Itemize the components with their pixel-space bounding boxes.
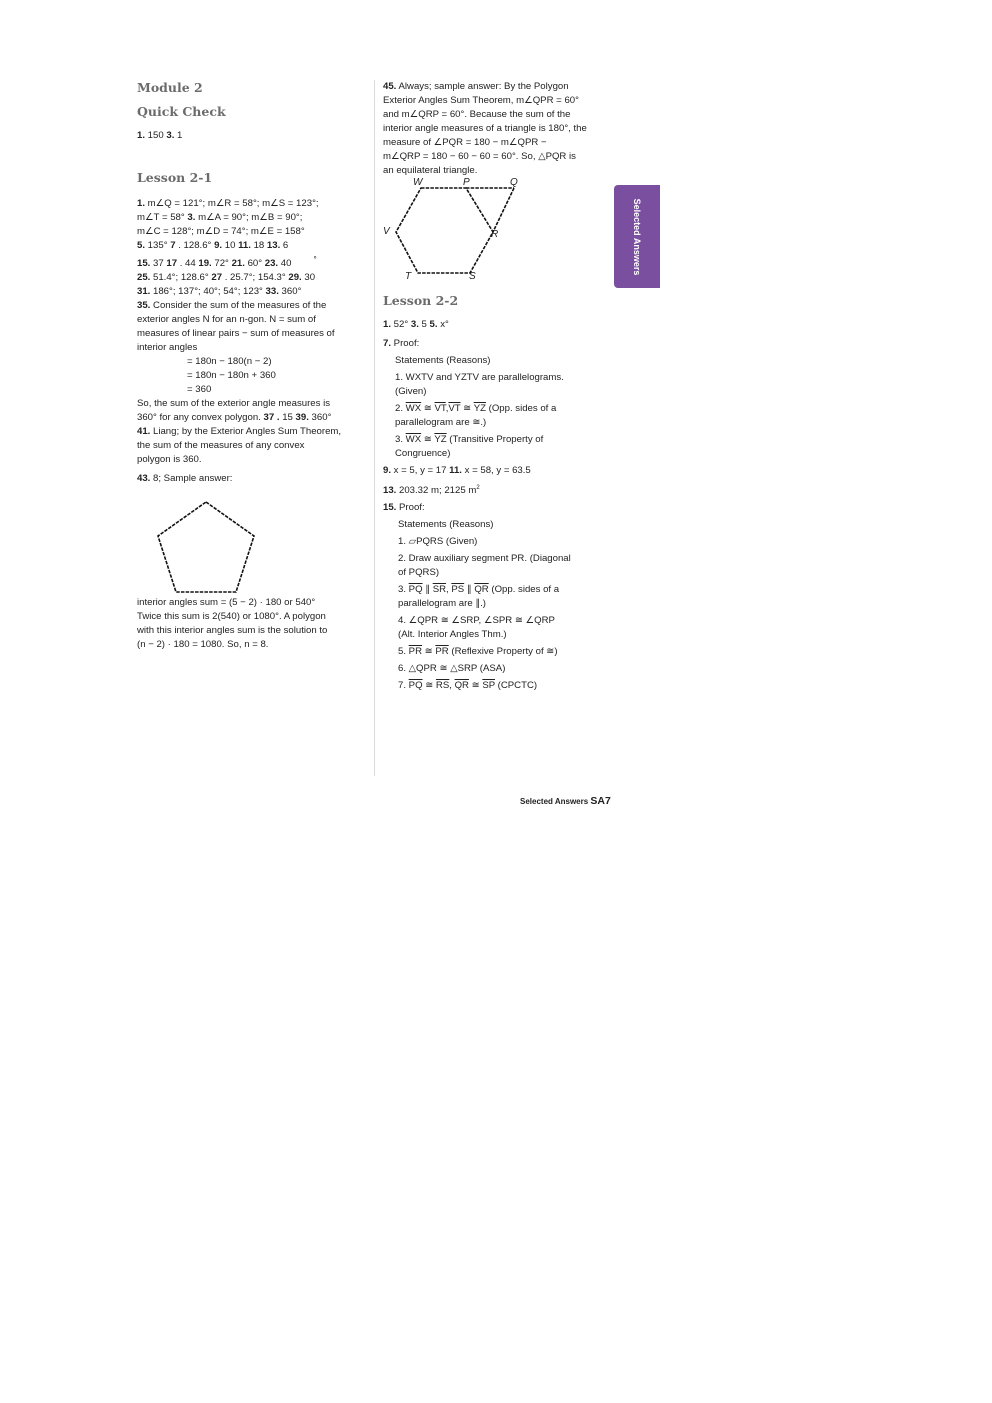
lesson-2-2-title: Lesson 2-2 [383, 293, 459, 308]
hexagon [396, 188, 493, 273]
answer-line: polygon is 360. [137, 454, 202, 465]
equation-line: = 360 [187, 384, 212, 395]
answer-line: (n − 2) · 180 = 1080. So, n = 8. [137, 639, 269, 650]
pentagon [158, 502, 254, 592]
proof-step: of PQRS) [398, 567, 440, 579]
quick-check-title: Quick Check [137, 104, 226, 119]
proof-step: (Given) [395, 386, 427, 397]
module-title: Module 2 [137, 80, 203, 95]
selected-answers-tab [614, 185, 660, 288]
equation-line: = 180n − 180(n − 2) [187, 356, 272, 367]
answer-line: So, the sum of the exterior angle measures is [137, 398, 331, 409]
right-column [383, 80, 615, 693]
column-divider [374, 80, 375, 776]
proof-step: parallelogram are ∥.) [398, 598, 486, 610]
answer-line: 7. Proof: [383, 338, 420, 349]
page-number: SA7 [590, 795, 611, 807]
answer-line: 25. 51.4°; 128.6° 27 . 25.7°; 154.3° 29. 30 [137, 272, 316, 283]
proof-step: 4. ∠QPR ≅ ∠SRP, ∠SPR ≅ ∠QRP [398, 615, 555, 627]
answer-line: measure of ∠PQR = 180 − m∠QPR − [383, 137, 547, 148]
answer-line: 45. Always; sample answer: By the Polygon [383, 81, 569, 92]
answer-line: measures of linear pairs − sum of measures of [137, 328, 335, 339]
answer-line: 1. 52° 3. 5 5. x° [383, 319, 449, 330]
segment-qr [493, 188, 514, 232]
left-column [137, 80, 369, 652]
vertex-label-v: V [383, 226, 390, 237]
answer-line: 360° for any convex polygon. 37 . 15 39. 360° [137, 412, 332, 423]
answer-line: interior angles [137, 342, 198, 353]
answer-line: interior angle measures of a triangle is 180°, the [383, 123, 587, 134]
tab-label: Selected Answers [632, 198, 642, 276]
vertex-label-s: S [469, 271, 476, 279]
stray-degree: ° [313, 255, 317, 264]
proof-step: 6. △QPR ≅ △SRP (ASA) [398, 663, 506, 675]
answer-line: 15. 37 17 . 44 19. 72° 21. 60° 23. 40 ° [137, 255, 317, 269]
proof-step: 7. $\overline{PQ}$ ≅ $\overline{RS}$, $\overline{QR}$ ≅ $\overline{SP}$ (CPCTC) [398, 680, 538, 692]
answer-line: and m∠QRP = 60°. Because the sum of the [383, 109, 571, 120]
proof-step: 1. ▱PQRS (Given) [398, 536, 478, 548]
equation-line: = 180n − 180n + 360 [187, 370, 276, 381]
answer-line: 15. Proof: [383, 502, 425, 514]
proof-step: 3. $\overline{WX}$ ≅ $\overline{YZ}$ (Transitive Property of [395, 434, 544, 445]
answer-line: interior angles sum = (5 − 2) · 180 or 540° [137, 597, 316, 608]
answer-line: Exterior Angles Sum Theorem, m∠QPR = 60° [383, 95, 579, 106]
answer-line: the sum of the measures of any convex [137, 440, 305, 451]
pentagon-figure [137, 490, 267, 594]
proof-step: parallelogram are ≅.) [395, 417, 487, 428]
answer-line: 9. x = 5, y = 17 11. x = 58, y = 63.5 [383, 465, 531, 476]
answer-line: 31. 186°; 137°; 40°; 54°; 123° 33. 360° [137, 286, 302, 297]
answer-line: 13. 203.32 m; 2125 $m^2$ [383, 485, 480, 497]
proof-step: 1. WXTV and YZTV are parallelograms. [395, 372, 564, 383]
answer-line: an equilateral triangle. [383, 165, 478, 176]
proof-step: (Alt. Interior Angles Thm.) [398, 629, 507, 641]
proof-step: Congruence) [395, 448, 451, 459]
vertex-label-r: R [491, 229, 499, 240]
hexagon-figure [383, 175, 543, 279]
answer-line: with this interior angles sum is the solution to [137, 625, 328, 636]
answer-line: 35. Consider the sum of the measures of the [137, 300, 327, 311]
vertex-label-p: P [463, 177, 470, 188]
answer-line: Twice this sum is 2(540) or 1080°. A polygon [137, 611, 326, 622]
vertex-label-t: T [405, 271, 412, 279]
lesson-2-1-title: Lesson 2-1 [137, 170, 213, 185]
proof-step: 3. $\overline{PQ}$ ∥ $\overline{SR}$, $\overline{PS}$ ∥ $\overline{QR}$ (Opp. sides of a [398, 584, 560, 596]
vertex-label-q: Q [510, 177, 518, 188]
answer-line: m∠QRP = 180 − 60 − 60 = 60°. So, △PQR is [383, 151, 576, 162]
answer-line: 43. 8; Sample answer: [137, 473, 233, 484]
answer-line: 1. 150 3. 1 [137, 130, 183, 141]
proof-step: 2. Draw auxiliary segment PR. (Diagonal [398, 553, 571, 565]
answer-line: 1. m∠Q = 121°; m∠R = 58°; m∠S = 123°; [137, 198, 319, 209]
page-footer [520, 795, 611, 807]
answer-line: m∠T = 58° 3. m∠A = 90°; m∠B = 90°; [137, 212, 303, 223]
answer-line: m∠C = 128°; m∠D = 74°; m∠E = 158° [137, 226, 305, 237]
proof-step: 2. $\overline{WX}$ ≅ $\overline{VT},\overline{VT}$ ≅ $\overline{YZ}$ (Opp. sides of a [395, 403, 557, 414]
answer-line: 5. 135° 7 . 128.6° 9. 10 11. 18 13. 6 [137, 240, 289, 251]
proof-header: Statements (Reasons) [398, 519, 494, 531]
proof-step: 5. $\overline{PR}$ ≅ $\overline{PR}$ (Reflexive Property of ≅) [398, 646, 558, 658]
answer-line: 41. Liang; by the Exterior Angles Sum Theorem, [137, 426, 342, 437]
vertex-label-w: W [413, 177, 423, 188]
answer-line: exterior angles N for an n-gon. N = sum of [137, 314, 316, 325]
proof-header: Statements (Reasons) [395, 355, 491, 366]
footer-label: Selected Answers [520, 797, 591, 806]
